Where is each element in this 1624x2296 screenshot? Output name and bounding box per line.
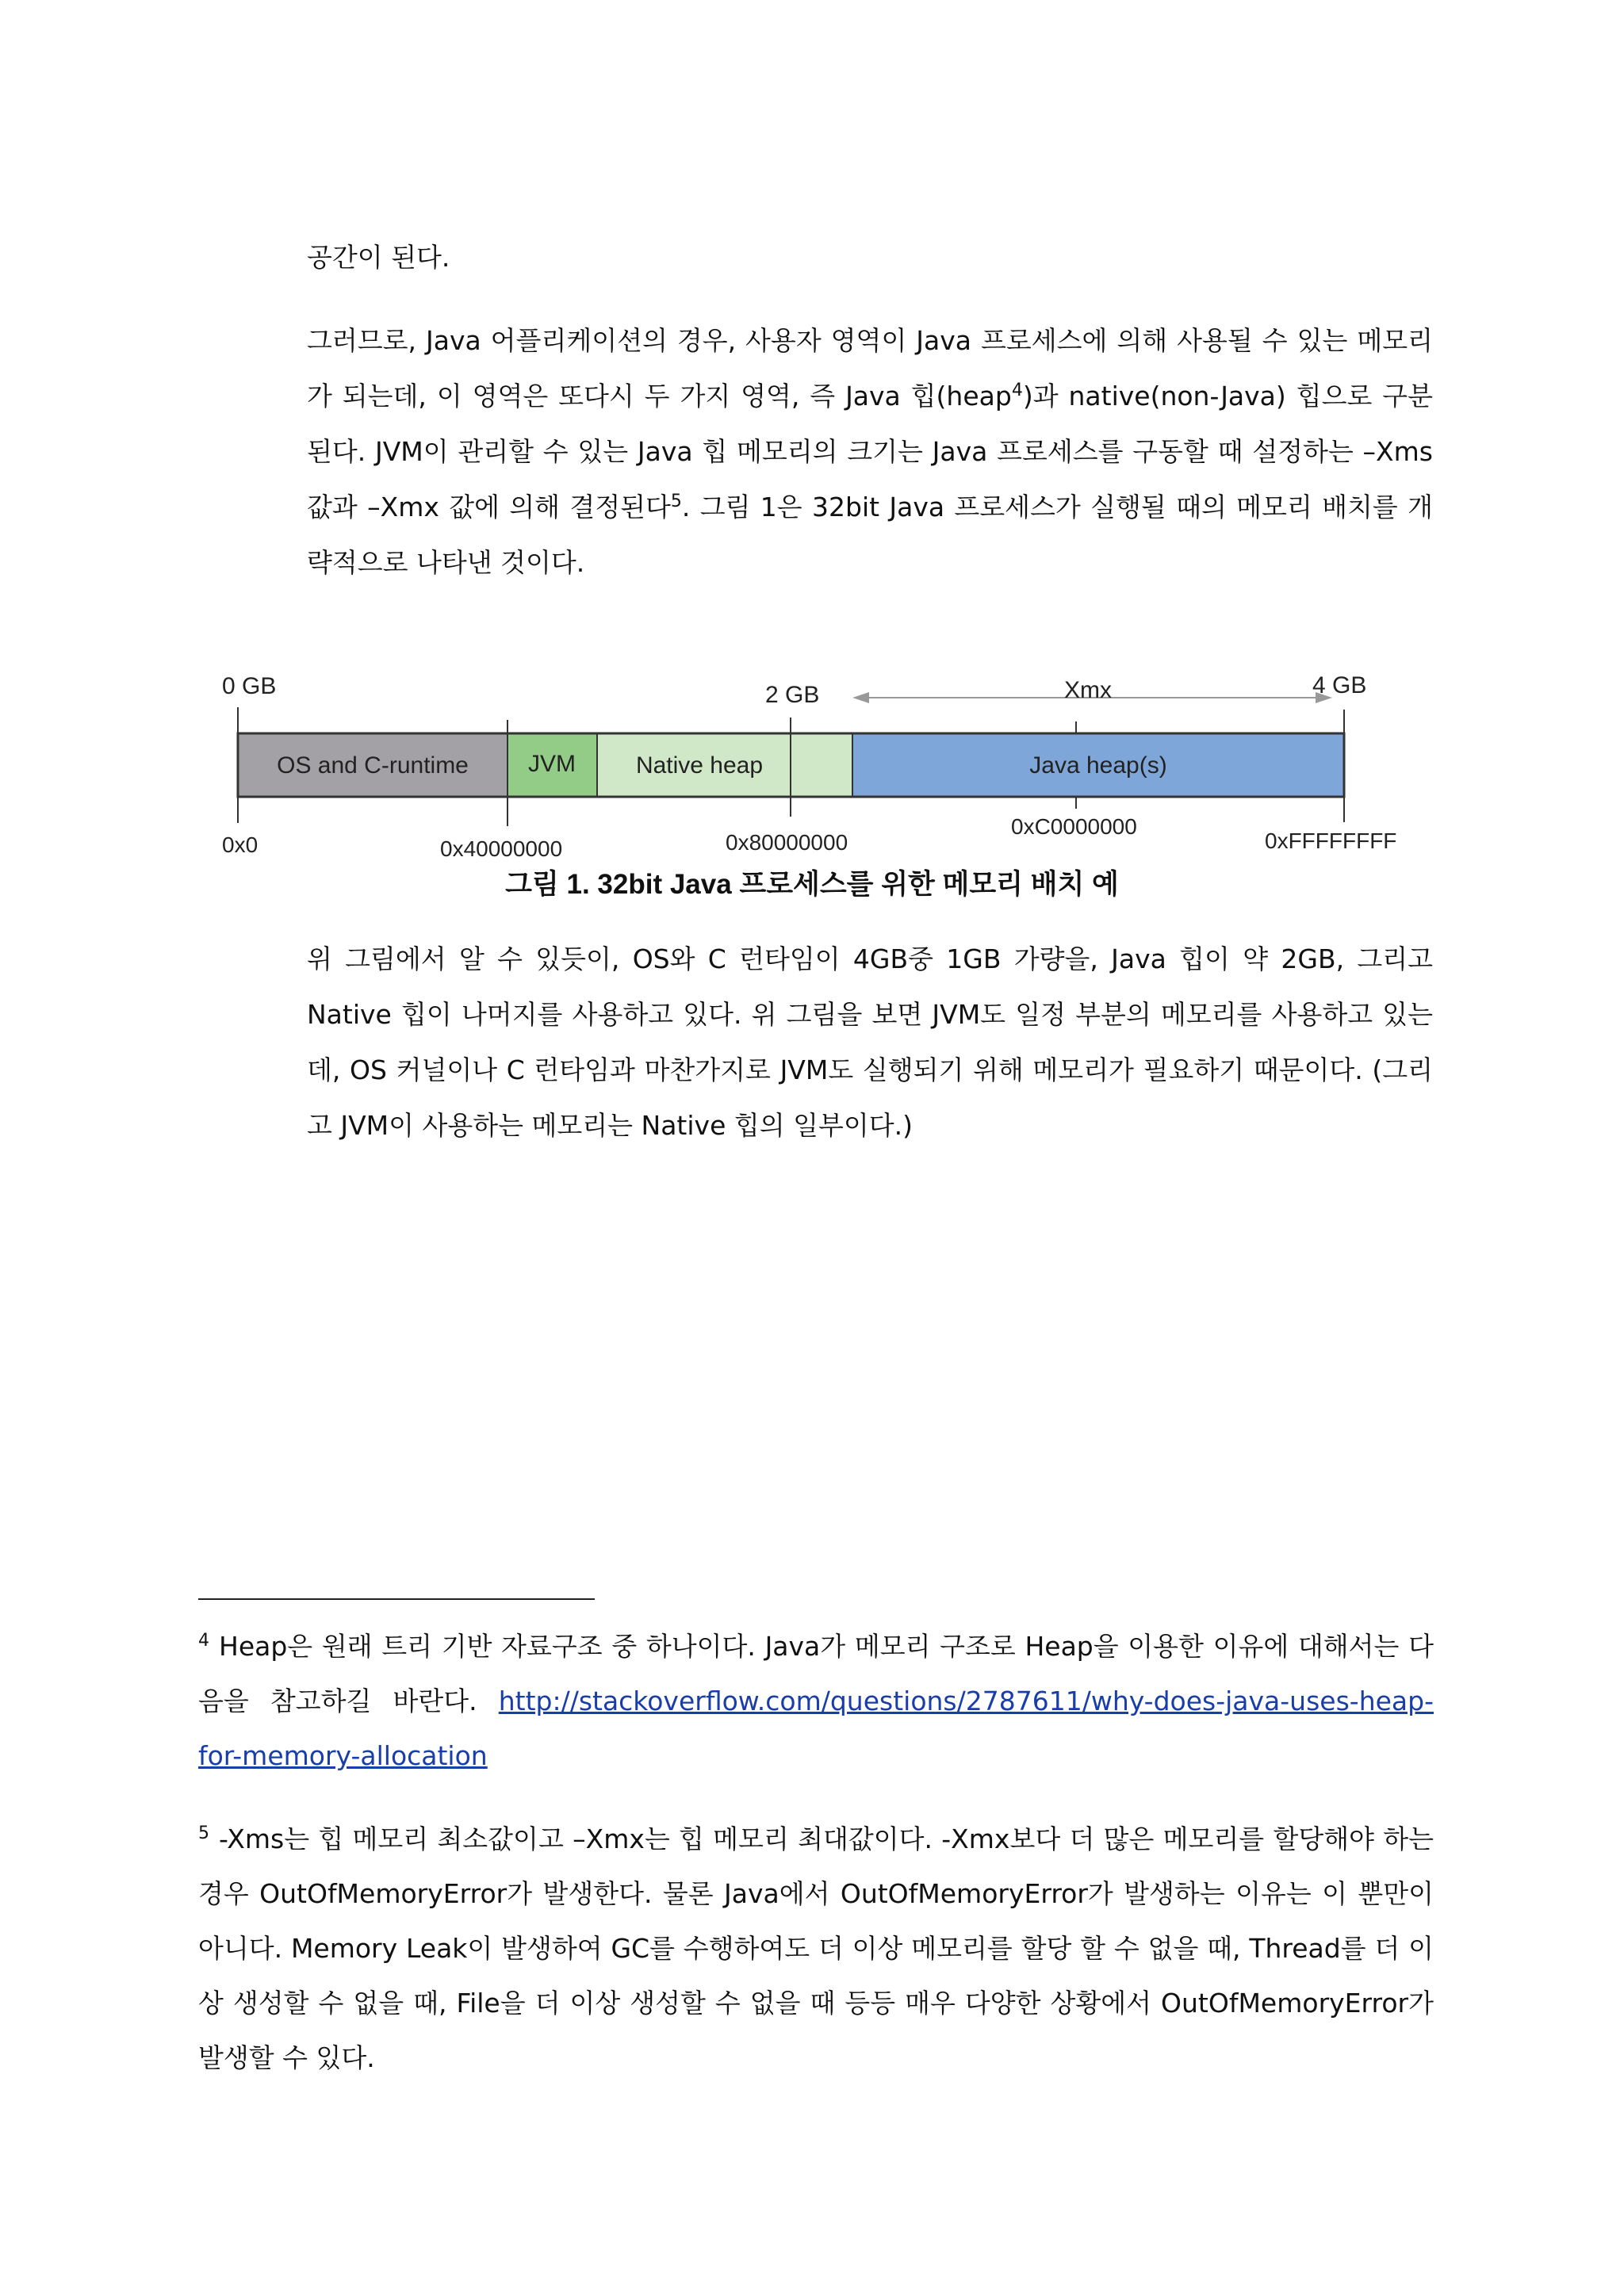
- footnote-4-mark: 4: [198, 1631, 209, 1651]
- paragraph-java-heap-text-c: . 그림 1은 32bit Java 프로세스가 실행될 때의 메모리 배치를 개략적으로 나타낸 것이다.: [307, 492, 1433, 578]
- xmx-arrow-left-head: [852, 692, 869, 703]
- address-0x0: 0x0: [222, 832, 259, 857]
- footnote-5-text: -Xms는 힙 메모리 최소값이고 –Xmx는 힙 메모리 최대값이다. -Xmx보다 더 많은 메모리를 할당해야 하는 경우 OutOfMemoryError가 발생한다. 물론 Java에서 OutOfMemoryError가 발생하는 이유는 이 뿐만이 아니다. Memory Leak이 발생하여 GC를 수행하여도 더 이상 메모리를 할당 할 수 없을 때, Thread를 더 이상 생성할 수 없을 때, File을 더 이상 생성할 수 없을 때 등등 매우 다양한 상황에서 OutOfMemoryError가 발생할 수 있다.: [198, 1823, 1434, 2073]
- paragraph-java-heap-text-b: )과 native(non-Java) 힙으로 구분된다. JVM이 관리할 수 있는 Java 힙 메모리의 크기는 Java 프로세스를 구동할 때 설정하는 –Xms 값과 –Xmx 값에 의해 결정된다: [307, 381, 1433, 522]
- segment-label-native: Native heap: [635, 752, 764, 779]
- footnote-separator: [198, 1598, 595, 1600]
- footnote-5: [198, 1812, 1434, 2085]
- address-0x80000000: 0x80000000: [726, 830, 848, 855]
- footnote-ref-4[interactable]: 4: [1011, 381, 1023, 400]
- footnote-5-mark: 5: [198, 1823, 209, 1843]
- segment-label-java: Java heap(s): [1029, 752, 1167, 779]
- segment-label-os: OS and C-runtime: [277, 752, 469, 779]
- footnote-4-link[interactable]: http://stackoverflow.com/questions/2787611/why-does-java-uses-heap-for-memory-allocation: [198, 1686, 1434, 1771]
- footnote-4: [198, 1619, 1434, 1783]
- label-2gb: 2 GB: [765, 682, 820, 708]
- footnote-4-text: Heap은 원래 트리 기반 자료구조 중 하나이다. Java가 메모리 구조로 Heap을 이용한 이유에 대해서는 다음을 참고하길 바란다.: [198, 1631, 1434, 1716]
- figure-caption: 그림 1. 32bit Java 프로세스를 위한 메모리 배치 예: [505, 869, 1119, 900]
- address-0xffffffff: 0xFFFFFFFF: [1265, 828, 1397, 853]
- address-0x40000000: 0x40000000: [440, 836, 563, 861]
- paragraph-intro: 공간이 된다.: [307, 242, 450, 273]
- label-4gb: 4 GB: [1312, 672, 1367, 698]
- footnote-ref-5[interactable]: 5: [670, 492, 682, 511]
- memory-layout-diagram: [198, 658, 1435, 896]
- label-0gb: 0 GB: [222, 673, 277, 699]
- paragraph-java-heap: [307, 313, 1433, 591]
- paragraph-java-heap-text-a: 그러므로, Java 어플리케이션의 경우, 사용자 영역이 Java 프로세스에 의해 사용될 수 있는 메모리가 되는데, 이 영역은 또다시 두 가지 영역, 즉 Java 힙(heap: [307, 325, 1433, 411]
- memory-layout-figure: [198, 658, 1435, 896]
- segment-label-jvm: JVM: [528, 751, 576, 777]
- address-0xc0000000: 0xC0000000: [1011, 814, 1137, 839]
- label-xmx: Xmx: [1064, 677, 1112, 703]
- paragraph-explanation: 위 그림에서 알 수 있듯이, OS와 C 런타임이 4GB중 1GB 가량을, Java 힙이 약 2GB, 그리고 Native 힙이 나머지를 사용하고 있다. 위 그림을 보면 JVM도 일정 부분의 메모리를 사용하고 있는데, OS 커널이나 C 런타임과 마찬가지로 JVM도 실행되기 위해 메모리가 필요하기 때문이다. (그리고 JVM이 사용하는 메모리는 Native 힙의 일부이다.): [307, 943, 1433, 1141]
